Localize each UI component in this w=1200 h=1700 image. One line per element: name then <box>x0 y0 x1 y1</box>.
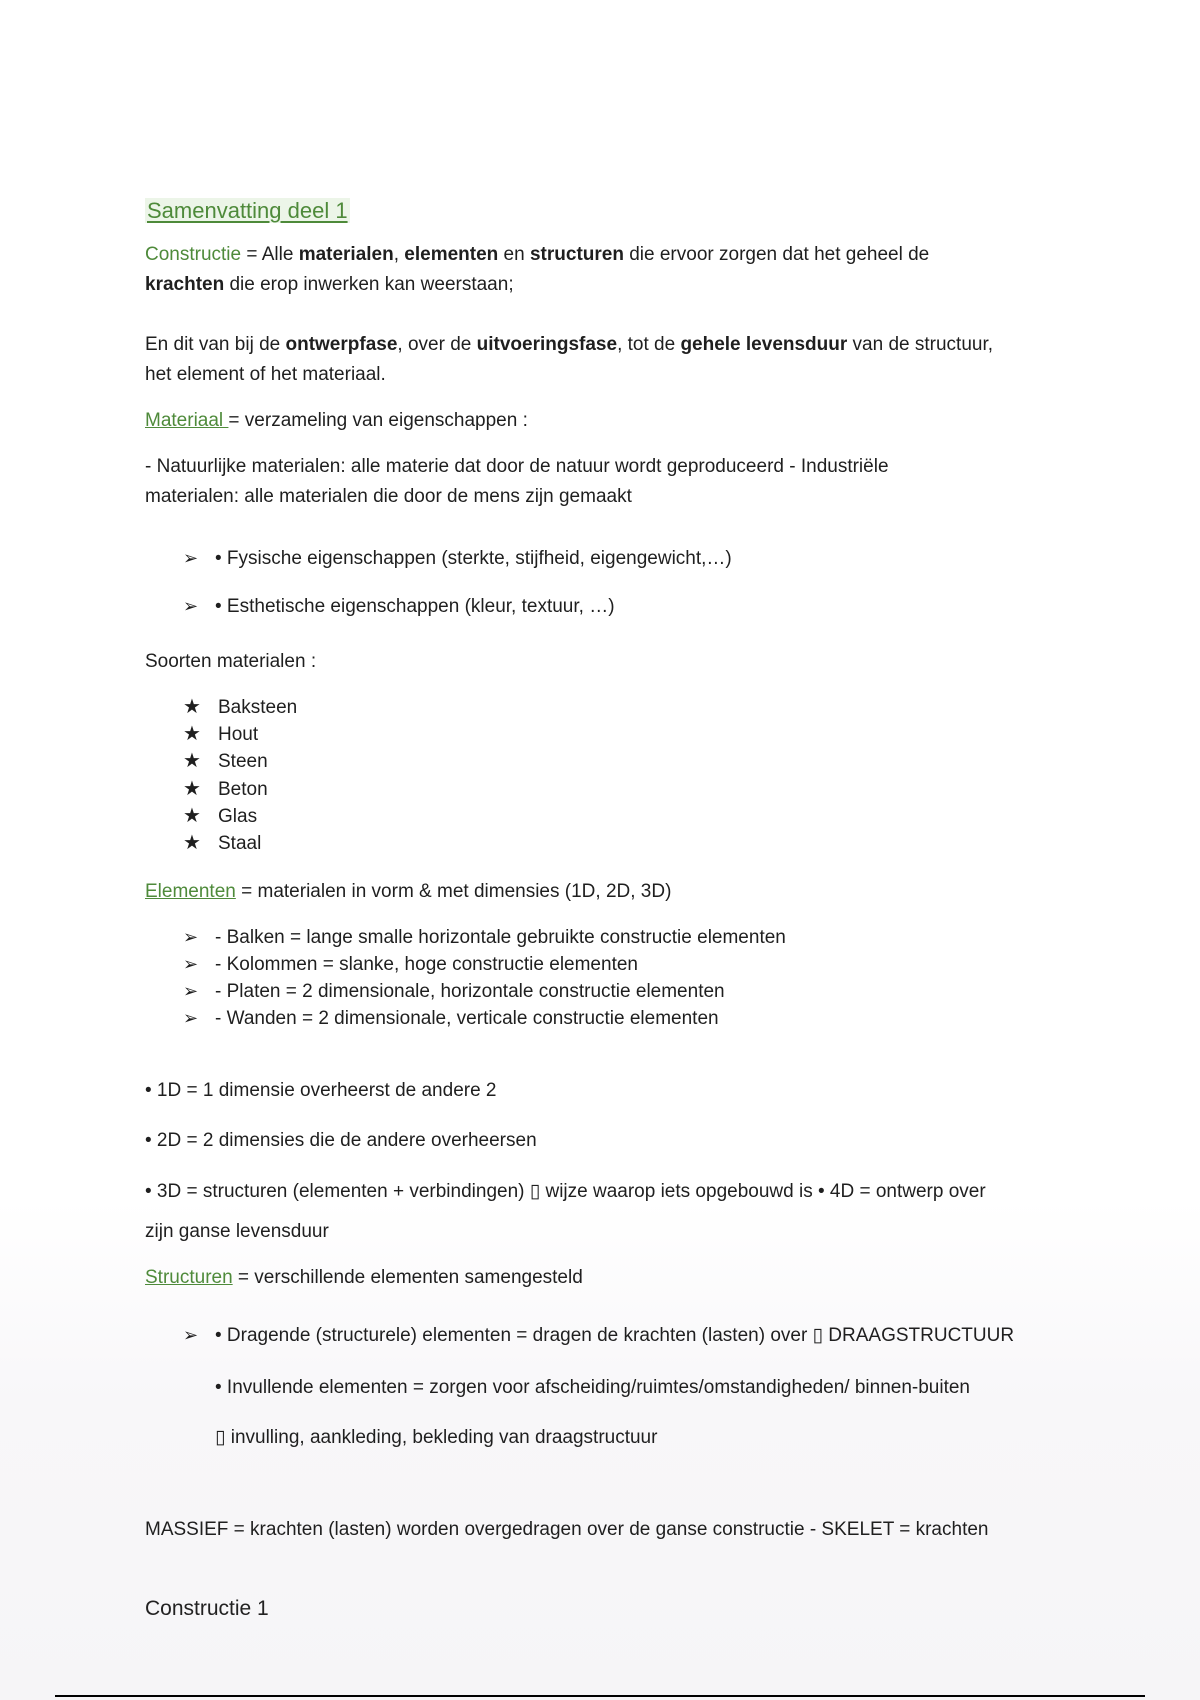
dim-2d: • 2D = 2 dimensies die de andere overheersen <box>145 1130 537 1151</box>
page-title: Samenvatting deel 1 <box>147 198 348 223</box>
arrow-bullet-icon: ➢ <box>183 1325 199 1345</box>
list-item: ★ Steen <box>183 748 268 775</box>
star-bullet-icon: ★ <box>183 832 201 854</box>
term-structuren: Structuren <box>145 1267 233 1288</box>
dim-1d: • 1D = 1 dimensie overheerst de andere 2 <box>145 1080 497 1101</box>
list-item: ▯ invulling, aankleding, bekleding van draagstructuur <box>215 1427 658 1448</box>
elementen-definition: Elementen = materialen in vorm & met dimensies (1D, 2D, 3D) <box>145 881 672 902</box>
star-bullet-icon: ★ <box>183 778 201 800</box>
fase-paragraph: En dit van bij de ontwerpfase, over de uitvoeringsfase, tot de gehele levensduur van de structuur, het element of het materiaal. <box>145 334 994 385</box>
list-item: ➢ - Kolommen = slanke, hoge constructie elementen <box>183 951 638 978</box>
star-bullet-icon: ★ <box>183 723 201 745</box>
materiaal-types: - Natuurlijke materialen: alle materie dat door de natuur wordt geproduceerd - Industriële materialen: alle materialen die door de mens zijn gemaakt <box>145 456 889 507</box>
massief-skelet: MASSIEF = krachten (lasten) worden overgedragen over de ganse constructie - SKELET = krachten <box>145 1519 989 1540</box>
list-item: ➢ - Balken = lange smalle horizontale gebruikte constructie elementen <box>183 924 786 951</box>
list-item: ★ Glas <box>183 803 257 830</box>
dim-3d-cont: zijn ganse levensduur <box>145 1221 329 1242</box>
dim-3d: • 3D = structuren (elementen + verbindingen) ▯ wijze waarop iets opgebouwd is • 4D = ontwerp over <box>145 1181 986 1202</box>
arrow-bullet-icon: ➢ <box>183 927 199 947</box>
list-item: ➢ • Dragende (structurele) elementen = dragen de krachten (lasten) over ▯ DRAAGSTRUCTUUR <box>183 1322 1014 1349</box>
star-bullet-icon: ★ <box>183 805 201 827</box>
list-item: ★ Staal <box>183 830 261 857</box>
list-item: ★ Beton <box>183 776 268 803</box>
arrow-bullet-icon: ➢ <box>183 1008 199 1028</box>
term-constructie: Constructie <box>145 244 242 265</box>
arrow-bullet-icon: ➢ <box>183 548 199 568</box>
term-materiaal: Materiaal <box>145 410 229 431</box>
list-item: • Invullende elementen = zorgen voor afscheiding/ruimtes/omstandigheden/ binnen-buiten <box>215 1377 970 1398</box>
constructie-definition: Constructie = Alle materialen, elementen en structuren die ervoor zorgen dat het geheel de krachten die erop inwerken kan weerstaan; <box>145 244 930 295</box>
term-elementen: Elementen <box>145 881 236 902</box>
list-item: ➢ • Fysische eigenschappen (sterkte, stijfheid, eigengewicht,…) <box>183 545 732 572</box>
footer-title: Constructie 1 <box>145 1597 269 1620</box>
list-item: ★ Hout <box>183 721 258 748</box>
arrow-bullet-icon: ➢ <box>183 954 199 974</box>
soorten-label: Soorten materialen : <box>145 651 317 672</box>
arrow-bullet-icon: ➢ <box>183 596 199 616</box>
list-item: ★ Baksteen <box>183 694 297 721</box>
list-item: ➢ • Esthetische eigenschappen (kleur, textuur, …) <box>183 593 615 620</box>
star-bullet-icon: ★ <box>183 696 201 718</box>
structuren-definition: Structuren = verschillende elementen samengesteld <box>145 1267 583 1288</box>
list-item: ➢ - Wanden = 2 dimensionale, verticale constructie elementen <box>183 1005 719 1032</box>
arrow-bullet-icon: ➢ <box>183 981 199 1001</box>
list-item: ➢ - Platen = 2 dimensionale, horizontale constructie elementen <box>183 978 725 1005</box>
materiaal-definition: Materiaal = verzameling van eigenschappen : <box>145 410 528 431</box>
star-bullet-icon: ★ <box>183 750 201 772</box>
footer-divider <box>55 1695 1145 1697</box>
